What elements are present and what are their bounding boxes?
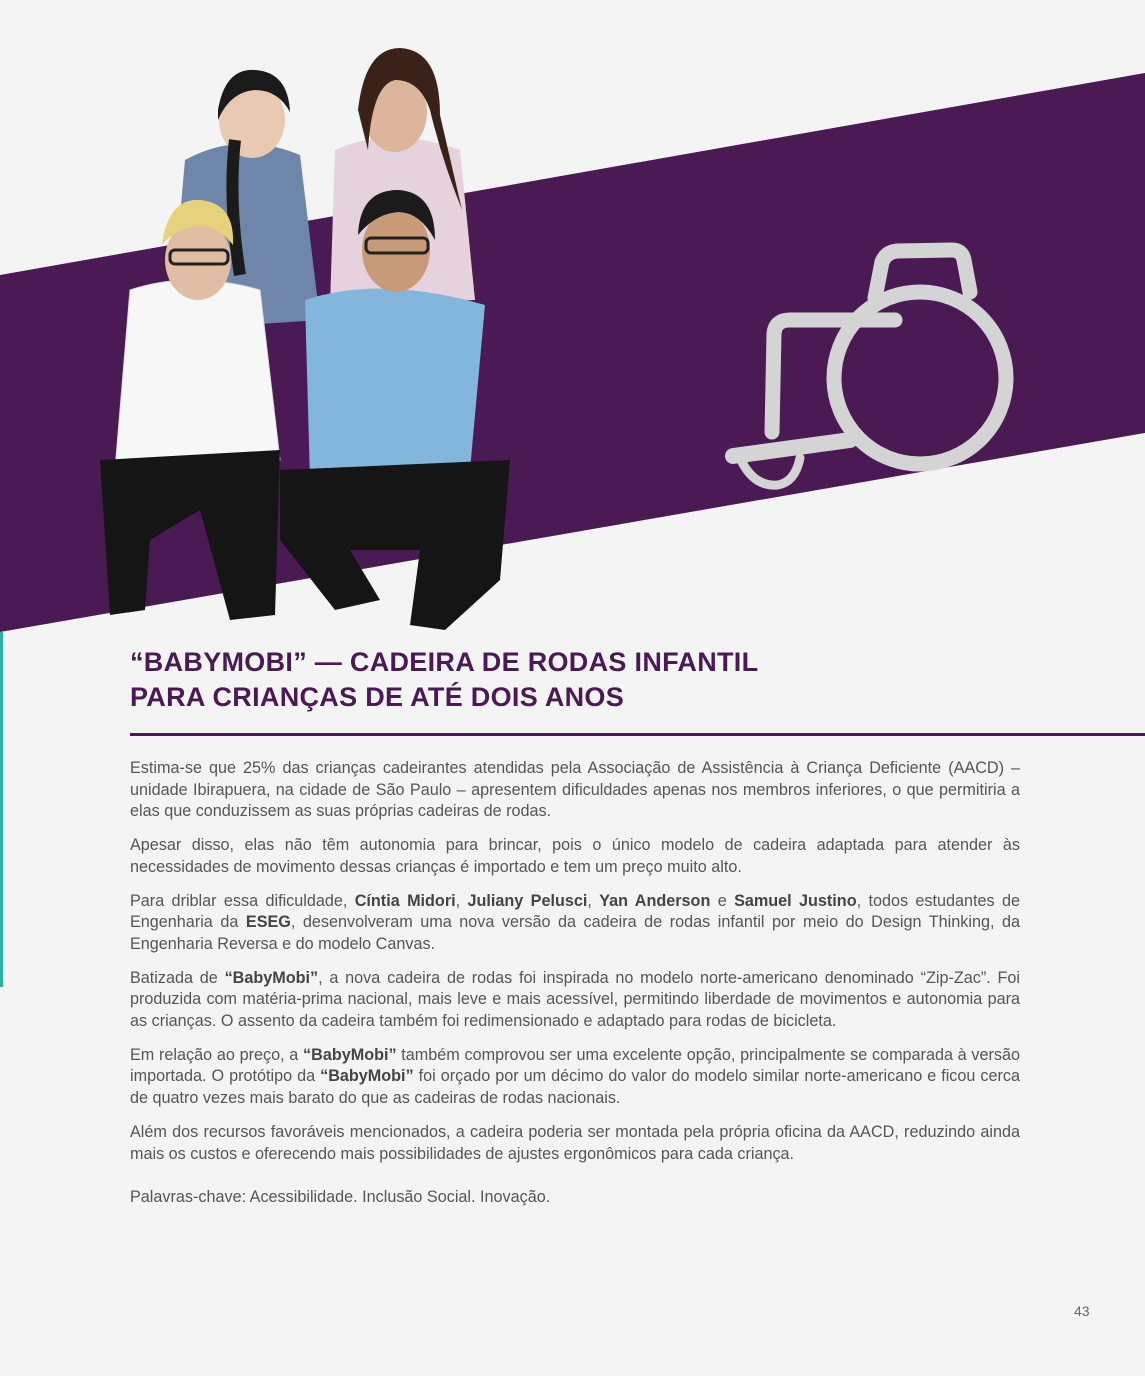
title-line-2: PARA CRIANÇAS DE ATÉ DOIS ANOS — [130, 682, 625, 712]
p5-text: Em relação ao preço, a — [130, 1045, 304, 1064]
p3-text: e — [710, 891, 735, 910]
student-name: Cíntia Midori — [354, 891, 456, 910]
p3-text: Para driblar essa dificuldade, — [130, 891, 355, 910]
student-name: Samuel Justino — [734, 891, 857, 910]
product-name: “BabyMobi” — [320, 1067, 414, 1086]
p4-text: , a nova cadeira de rodas foi inspirada no modelo norte-americano denominado “Zip-Zac”. Foi produzida com matéria-prima nacional, mais leve e mais acessível, permitindo liberdade de movimentos e autonomia para as crianças. O assento da cadeira também foi redimensionado e adaptado para rodas de bicicleta. — [130, 968, 1020, 1031]
p5-text: foi orçado por um décimo do valor do modelo similar norte-americano e ficou cerca de quatro vezes mais barato do que as cadeiras de rodas nacionais. — [130, 1067, 1021, 1108]
paragraph-2: Apesar disso, elas não têm autonomia para brincar, pois o único modelo de cadeira adaptada para atender às necessidades de movimento dessas crianças é importado e tem um preço muito alto. — [130, 836, 1020, 876]
p5-text: também comprovou ser uma excelente opção, principalmente se comparada à versão importada. O protótipo da — [130, 1045, 1021, 1086]
p3-text: , desenvolveram uma nova versão da cadeira de rodas infantil por meio do Design Thinking, da Engenharia Reversa e do modelo Canvas. — [130, 913, 1020, 953]
paragraph-5 — [130, 1045, 1020, 1110]
paragraph-3 — [130, 891, 1020, 956]
product-name: “BabyMobi” — [303, 1045, 397, 1064]
team-photo — [90, 40, 530, 640]
page-title — [130, 645, 1030, 715]
page-number: 43 — [1074, 1303, 1090, 1319]
product-name: “BabyMobi” — [224, 968, 319, 987]
p3-text: , todos estudantes de Engenharia da — [130, 891, 1020, 932]
article-body — [130, 758, 1020, 1221]
accent-side-line — [0, 632, 3, 987]
paragraph-1: Estima-se que 25% das crianças cadeirantes atendidas pela Associação de Assistência à Criança Deficiente (AACD) – unidade Ibirapuera, na cidade de São Paulo – apresentem dificuldades apenas nos membros inferiores, o que permitiria a elas que conduzissem as suas próprias cadeiras de rodas. — [130, 759, 1020, 821]
p4-text: Batizada de — [130, 968, 225, 987]
title-line-1: “BABYMOBI” — CADEIRA DE RODAS INFANTIL — [130, 647, 759, 677]
title-divider — [130, 733, 1145, 736]
keywords: Palavras-chave: Acessibilidade. Inclusão Social. Inovação. — [130, 1188, 551, 1207]
p3-text: , — [455, 891, 468, 910]
student-name: Juliany Pelusci — [467, 891, 588, 910]
p3-text: , — [587, 891, 600, 910]
person-front-right — [280, 190, 510, 630]
paragraph-4 — [130, 968, 1020, 1033]
school-name: ESEG — [245, 913, 291, 932]
paragraph-6: Além dos recursos favoráveis mencionados, a cadeira poderia ser montada pela própria oficina da AACD, reduzindo ainda mais os custos e oferecendo mais possibilidades de ajustes ergonômicos para cada criança. — [130, 1122, 1020, 1163]
student-name: Yan Anderson — [599, 891, 711, 910]
